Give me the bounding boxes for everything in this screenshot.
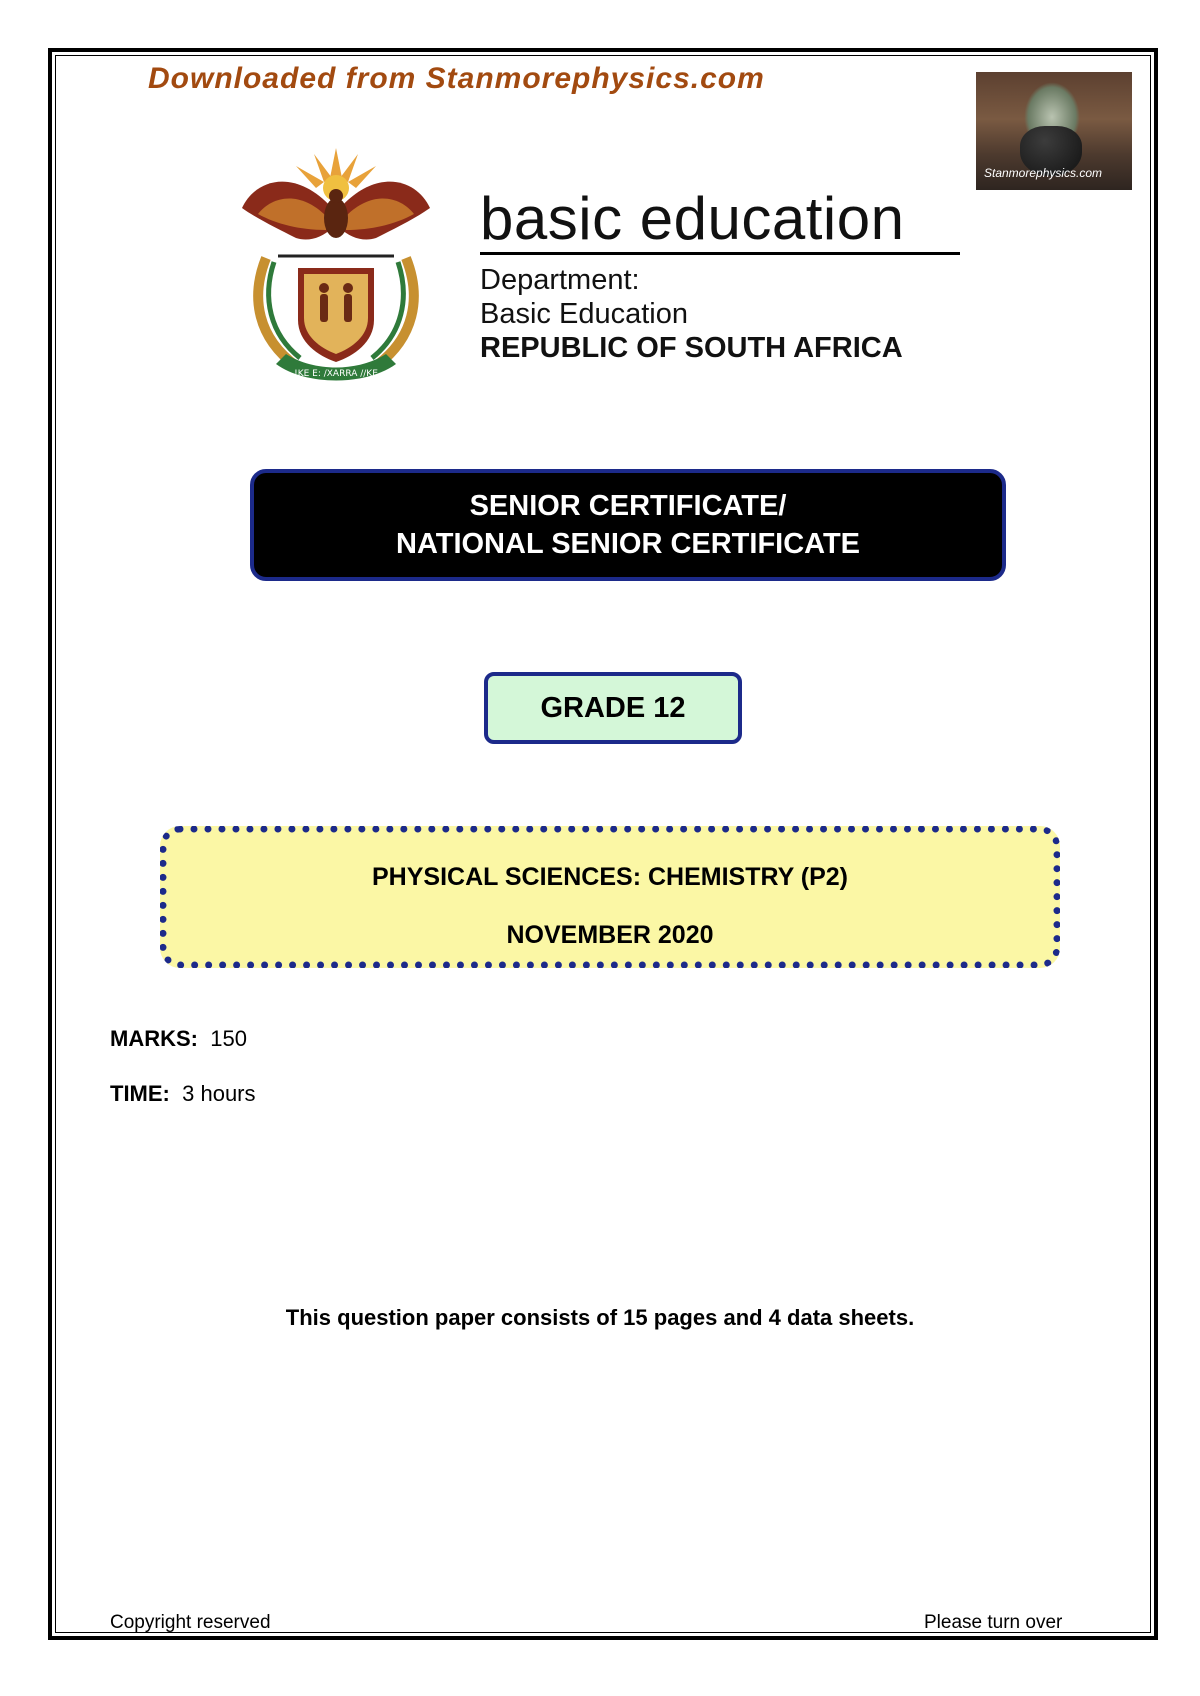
footer-copyright: Copyright reserved [110,1612,271,1633]
marks-value: 150 [210,1026,247,1051]
subject-title: PHYSICAL SCIENCES: CHEMISTRY (P2) [371,863,848,891]
department-label: Department: [480,264,640,296]
exam-session: NOVEMBER 2020 [506,921,714,949]
grade-label: GRADE 12 [540,691,686,724]
corner-photo-caption: Stanmorephysics.com [984,166,1103,180]
footer-turn-over: Please turn over [924,1612,1063,1633]
marks-label: MARKS: [110,1026,198,1051]
time-value: 3 hours [182,1081,256,1106]
certificate-line-1: SENIOR CERTIFICATE/ [469,490,787,522]
certificate-box [250,469,1006,581]
country-name: REPUBLIC OF SOUTH AFRICA [480,332,903,364]
time-label: TIME: [110,1081,170,1106]
time-line [110,1081,256,1107]
grade-box [484,672,742,744]
motto-text: !KE E: /XARRA //KE [294,369,378,379]
certificate-line-2: NATIONAL SENIOR CERTIFICATE [396,528,860,560]
plant-image [1024,82,1080,132]
brand-divider [480,252,960,255]
marks-line [110,1026,247,1052]
corner-photo [976,72,1132,190]
pages-note: This question paper consists of 15 pages and 4 data sheets. [285,1305,915,1330]
subject-box [160,826,1060,968]
download-banner[interactable]: Downloaded from Stanmorephysics.com [148,62,765,95]
department-name: Basic Education [480,298,688,330]
brand-title: basic education [480,185,905,252]
coat-of-arms-icon [236,138,436,388]
